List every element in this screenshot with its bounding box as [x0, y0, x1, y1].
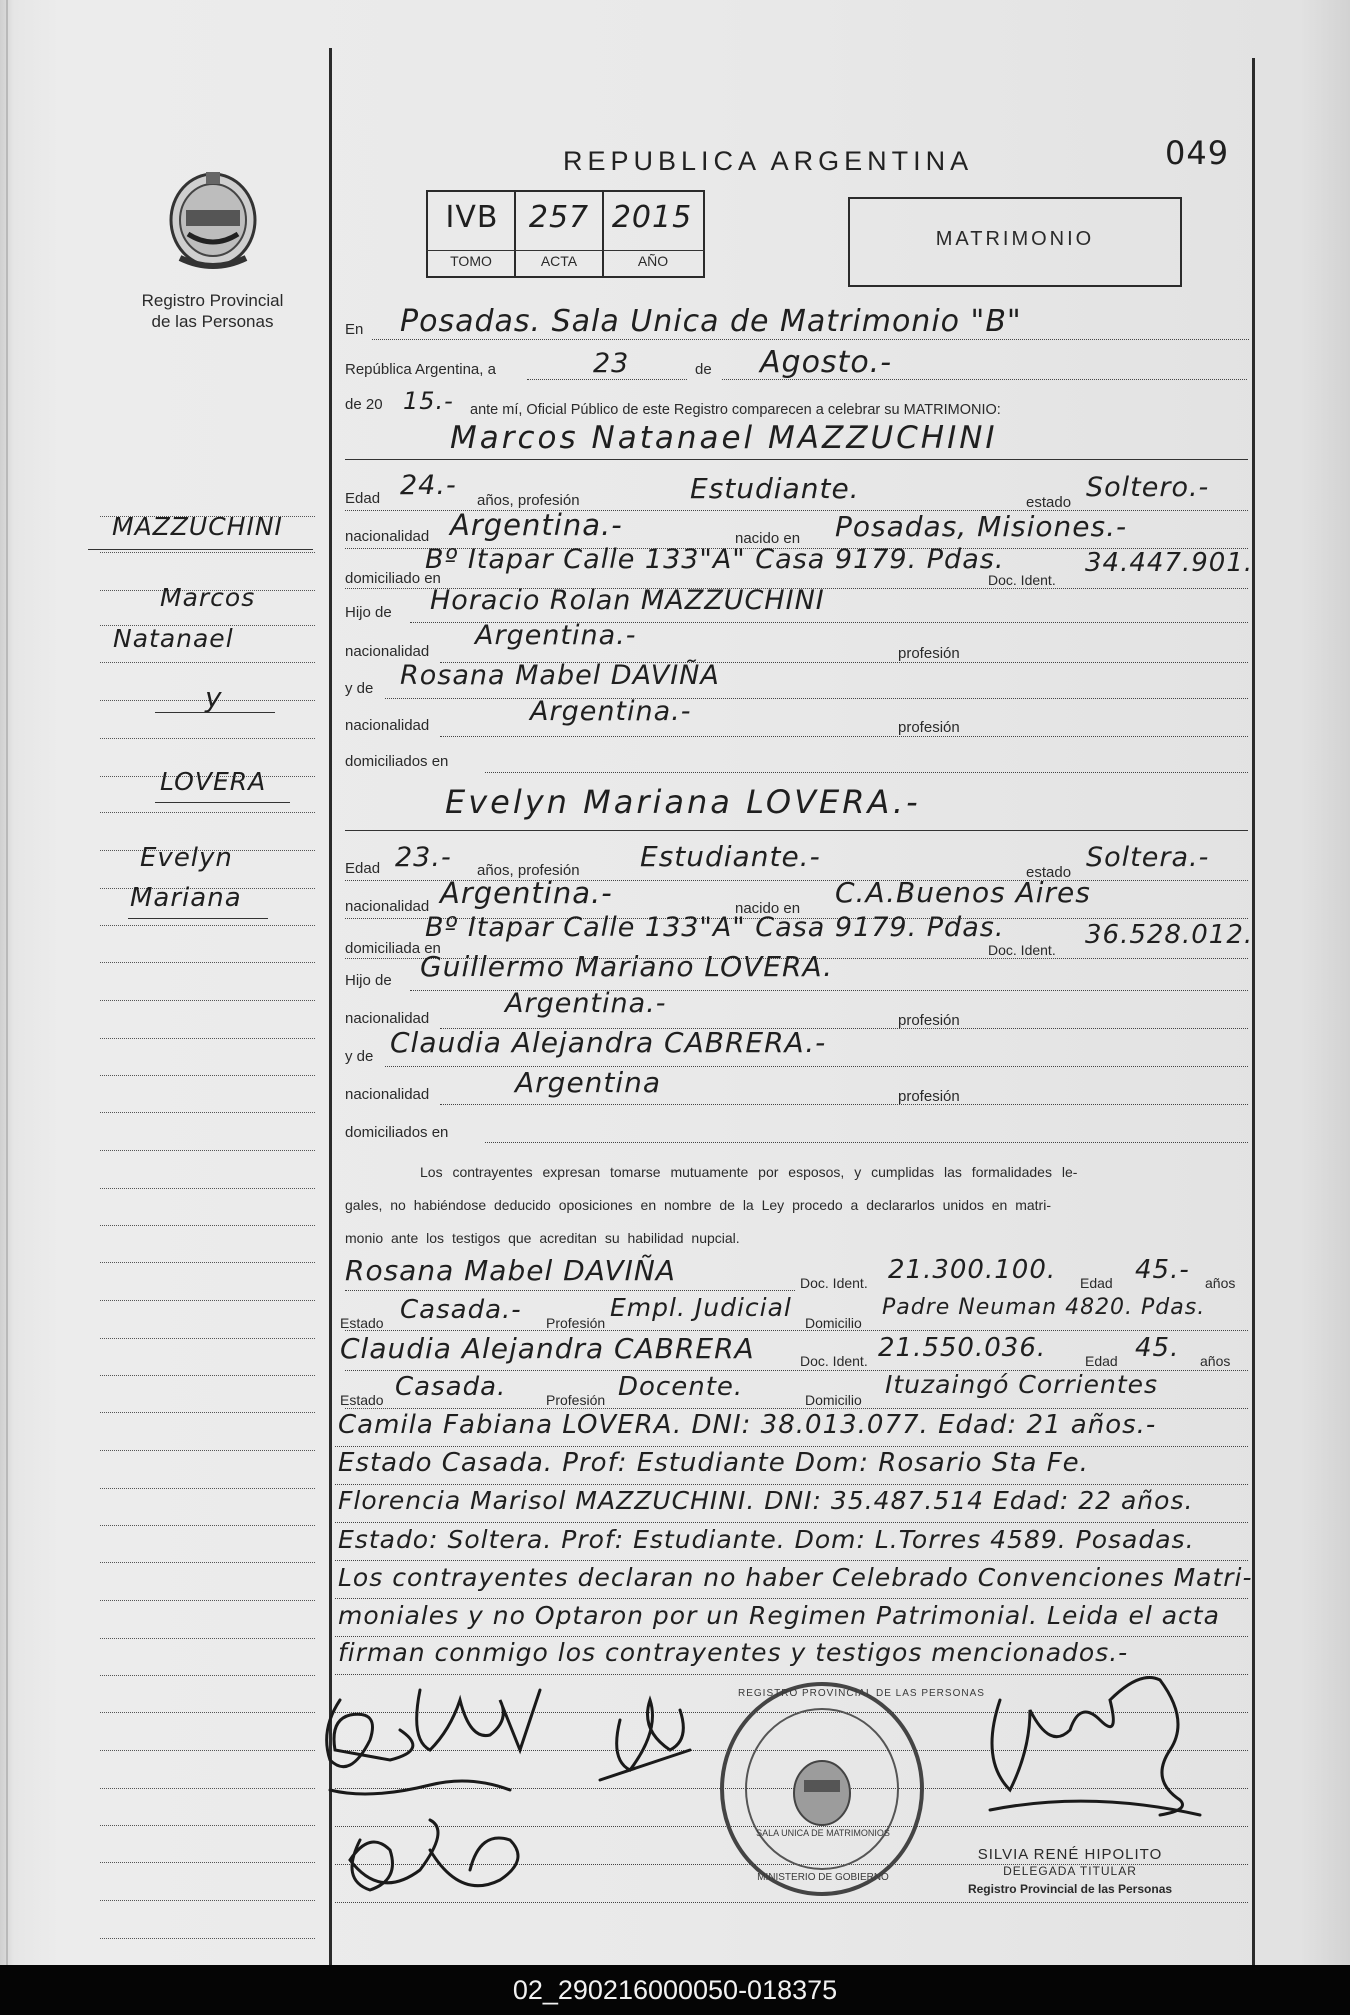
de20-label: de 20: [345, 396, 383, 413]
ceremony-day: 23: [593, 348, 630, 379]
bride-nacido-label: nacido en: [735, 900, 801, 917]
anio-value: 2015: [611, 200, 693, 235]
ceremony-month: Agosto.-: [760, 345, 893, 380]
tomo-label: TOMO: [450, 253, 492, 269]
groom-doc: 34.447.901.: [1085, 548, 1254, 578]
bride-doc-label: Doc. Ident.: [988, 942, 1056, 958]
bride-birthplace: C.A.Buenos Aires: [835, 876, 1091, 909]
margin-note-groom-middle: Natanael: [113, 624, 234, 653]
bride-father-prof-label: profesión: [898, 1012, 960, 1029]
witness-1-prof-label: Profesión: [546, 1315, 606, 1331]
stamp-bottom-text: MINISTERIO DE GOBIERNO: [757, 1872, 889, 1883]
right-margin-border: [1252, 58, 1255, 1965]
witness-2-profession: Docente.: [618, 1372, 744, 1402]
groom-profession: Estudiante.: [690, 472, 860, 505]
bride-father-nat: Argentina.-: [505, 988, 667, 1019]
note-line-5: Los contrayentes declaran no haber Celebrado Convenciones Matri-: [338, 1563, 1253, 1592]
w1-name-line: [345, 1290, 795, 1291]
groom-nationality: Argentina.-: [450, 508, 623, 542]
official-office: Registro Provincial de las Personas: [967, 1882, 1173, 1896]
nl2: [335, 1484, 1248, 1485]
note-line-4: Estado: Soltera. Prof: Estudiante. Dom: L.Torres 4589. Posadas.: [338, 1525, 1195, 1554]
groom-anios-label: años, profesión: [477, 492, 580, 509]
w2-estado-line: [345, 1408, 1248, 1409]
acta-label: ACTA: [540, 253, 578, 269]
witness-1-estado-label: Estado: [340, 1315, 384, 1331]
stamp-inner-text: SALA UNICA DE MATRIMONIOS: [756, 1828, 890, 1838]
groom-name-line: [345, 459, 1248, 460]
w1-estado-line: [345, 1330, 1248, 1331]
witness-2-name: Claudia Alejandra CABRERA: [340, 1332, 755, 1365]
groom-mnat-line: [440, 736, 1248, 737]
misiones-emblem: [160, 170, 266, 280]
bride-doms-line: [485, 1142, 1248, 1143]
witness-2-age: 45.: [1135, 1333, 1180, 1363]
witness-2-prof-label: Profesión: [546, 1392, 606, 1408]
country-title: REPUBLICA ARGENTINA: [563, 146, 974, 176]
bride-profession: Estudiante.-: [640, 840, 821, 873]
nl6: [335, 1636, 1248, 1637]
groom-full-name: Marcos Natanael MAZZUCHINI: [450, 420, 998, 456]
nl1: [335, 1446, 1248, 1447]
binding-edge: [6, 0, 8, 1965]
bride-edad-label: Edad: [345, 860, 381, 877]
bride-anios-label: años, profesión: [477, 862, 580, 879]
groom-doc-label: Doc. Ident.: [988, 572, 1056, 588]
margin-note-and: y: [205, 681, 223, 714]
witness-2-doc: 21.550.036.: [878, 1333, 1047, 1363]
declaration-line-3: monio ante los testigos que acreditan su habilidad nupcial.: [345, 1230, 740, 1246]
republica-label: República Argentina, a: [345, 361, 496, 378]
groom-edad-label: Edad: [345, 490, 381, 507]
groom-yde-label: y de: [345, 680, 374, 697]
witness-1-estado: Casada.-: [400, 1295, 522, 1325]
registry-name-line2: de las Personas: [151, 312, 274, 331]
margin-note-bride-first: Evelyn: [140, 843, 233, 873]
groom-estado: Soltero.-: [1086, 472, 1210, 503]
witness-1-anios-label: años: [1205, 1275, 1236, 1291]
bride-mother-nat: Argentina: [515, 1066, 662, 1099]
witness-2-estado-label: Estado: [340, 1392, 384, 1408]
nl4: [335, 1560, 1248, 1561]
record-box-label-rule: [426, 250, 705, 251]
scan-caption: 02_290216000050-018375: [0, 1965, 1350, 2015]
groom-mother-nat: Argentina.-: [530, 696, 692, 727]
comparecen-text: ante mí, Oficial Público de este Registro comparecen a celebrar su MATRIMONIO:: [470, 402, 1001, 418]
groom-father-prof-label: profesión: [898, 645, 960, 662]
witness-2-domicilio-label: Domicilio: [805, 1392, 862, 1408]
bride-doc: 36.528.012.: [1085, 920, 1254, 950]
day-line: [527, 379, 687, 380]
bride-nacionalidad-label: nacionalidad: [345, 898, 430, 915]
groom-mother-nat-label: nacionalidad: [345, 717, 430, 734]
margin-note-groom-first: Marcos: [160, 583, 256, 612]
groom-mother: Rosana Mabel DAVIÑA: [400, 660, 720, 691]
declaration-line-2: gales, no habiéndose deducido oposiciones en nombre de la Ley procedo a declararlos unidos en matri-: [345, 1197, 1051, 1213]
witness-1-edad-label: Edad: [1080, 1275, 1113, 1291]
stamp-ring-text: REGISTRO PROVINCIAL DE LAS PERSONAS: [738, 1688, 985, 1699]
bride-estado: Soltera.-: [1086, 842, 1210, 873]
groom-age: 24.-: [400, 470, 457, 501]
bride-hijo-label: Hijo de: [345, 972, 392, 989]
margin-underline-3: [155, 802, 290, 803]
groom-doms-line: [485, 772, 1248, 773]
bride-age: 23.-: [395, 842, 452, 873]
tomo-value: IVB: [445, 200, 499, 235]
registry-name-line1: Registro Provincial: [141, 291, 284, 310]
bride-mother: Claudia Alejandra CABRERA.-: [390, 1026, 827, 1059]
bride-estado-label: estado: [1026, 864, 1072, 881]
bride-address: Bº Itapar Calle 133"A" Casa 9179. Pdas.: [425, 912, 1005, 943]
witness-1-domicilio-label: Domicilio: [805, 1315, 862, 1331]
witness-1-doc-label: Doc. Ident.: [800, 1275, 868, 1291]
witness-2-estado: Casada.: [395, 1372, 507, 1402]
groom-birthplace: Posadas, Misiones.-: [835, 510, 1128, 543]
groom-father-nat: Argentina.-: [475, 620, 637, 651]
bride-mnat-line: [440, 1104, 1248, 1105]
note-line-7: firman conmigo los contrayentes y testigos mencionados.-: [338, 1638, 1129, 1667]
witness-2-anios-label: años: [1200, 1353, 1231, 1369]
bride-mother-nat-label: nacionalidad: [345, 1086, 430, 1103]
acta-value: 257: [528, 200, 590, 235]
groom-father: Horacio Rolan MAZZUCHINI: [430, 585, 825, 616]
witness-2-domicilio: Ituzaingó Corrientes: [885, 1370, 1159, 1399]
note-line-2: Estado Casada. Prof: Estudiante Dom: Rosario Sta Fe.: [338, 1448, 1089, 1478]
bride-full-name: Evelyn Mariana LOVERA.-: [445, 783, 921, 821]
margin-note-surname-groom: MAZZUCHINI: [112, 512, 283, 541]
bride-name-line: [345, 830, 1248, 831]
groom-mother-line: [385, 698, 1248, 699]
bride-father-nat-label: nacionalidad: [345, 1010, 430, 1027]
groom-address: Bº Itapar Calle 133"A" Casa 9179. Pdas.: [425, 544, 1005, 575]
witness-2-doc-label: Doc. Ident.: [800, 1353, 868, 1369]
groom-mother-prof-label: profesión: [898, 719, 960, 736]
bride-father: Guillermo Mariano LOVERA.: [420, 950, 834, 983]
note-line-6: moniales y no Optaron por un Regimen Patrimonial. Leida el acta: [338, 1601, 1220, 1630]
anio-label: AÑO: [637, 253, 669, 269]
nl5: [335, 1598, 1248, 1599]
groom-domiciliado-label: domiciliado en: [345, 570, 441, 587]
witness-1-profession: Empl. Judicial: [610, 1293, 792, 1322]
bride-nationality: Argentina.-: [440, 876, 613, 910]
witness-1-name: Rosana Mabel DAVIÑA: [345, 1254, 676, 1287]
official-name: SILVIA RENÉ HIPOLITO: [977, 1846, 1163, 1863]
groom-nacionalidad-label: nacionalidad: [345, 528, 430, 545]
groom-estado-label: estado: [1026, 494, 1072, 511]
bride-domiciliados-label: domiciliados en: [345, 1124, 449, 1141]
folio-number: 049: [1165, 134, 1230, 172]
witness-1-doc: 21.300.100.: [888, 1255, 1057, 1285]
groom-father-nat-label: nacionalidad: [345, 643, 430, 660]
official-title: DELEGADA TITULAR: [1003, 1864, 1137, 1878]
ceremony-place: Posadas. Sala Unica de Matrimonio "B": [400, 304, 1022, 339]
margin-underline-2: [155, 712, 275, 713]
de-label: de: [695, 361, 712, 378]
acta-type: MATRIMONIO: [935, 228, 1095, 250]
declaration-line-1: Los contrayentes expresan tomarse mutuamente por esposos, y cumplidas las formalidades le-: [420, 1164, 1078, 1180]
margin-underline-4: [128, 918, 268, 919]
note-line-3: Florencia Marisol MAZZUCHINI. DNI: 35.487.514 Edad: 22 años.: [338, 1486, 1194, 1515]
note-line-1: Camila Fabiana LOVERA. DNI: 38.013.077. Edad: 21 años.-: [338, 1410, 1157, 1440]
margin-underline: [88, 549, 313, 550]
nl3: [335, 1522, 1248, 1523]
bride-domiciliada-label: domiciliada en: [345, 940, 441, 957]
en-label: En: [345, 321, 364, 338]
groom-hijo-label: Hijo de: [345, 604, 392, 621]
bride-yde-label: y de: [345, 1048, 374, 1065]
place-line: [372, 339, 1249, 340]
witness-1-domicilio: Padre Neuman 4820. Pdas.: [882, 1295, 1206, 1320]
ceremony-year: 15.-: [403, 387, 454, 415]
official-stamp: [718, 1680, 985, 1898]
bride-mother-prof-label: profesión: [898, 1088, 960, 1105]
witness-1-age: 45.-: [1135, 1255, 1190, 1285]
groom-nacido-label: nacido en: [735, 530, 801, 547]
witness-2-edad-label: Edad: [1085, 1353, 1118, 1369]
margin-note-bride-middle: Mariana: [130, 883, 242, 913]
groom-domiciliados-label: domiciliados en: [345, 753, 449, 770]
margin-note-surname-bride: LOVERA: [160, 767, 267, 796]
